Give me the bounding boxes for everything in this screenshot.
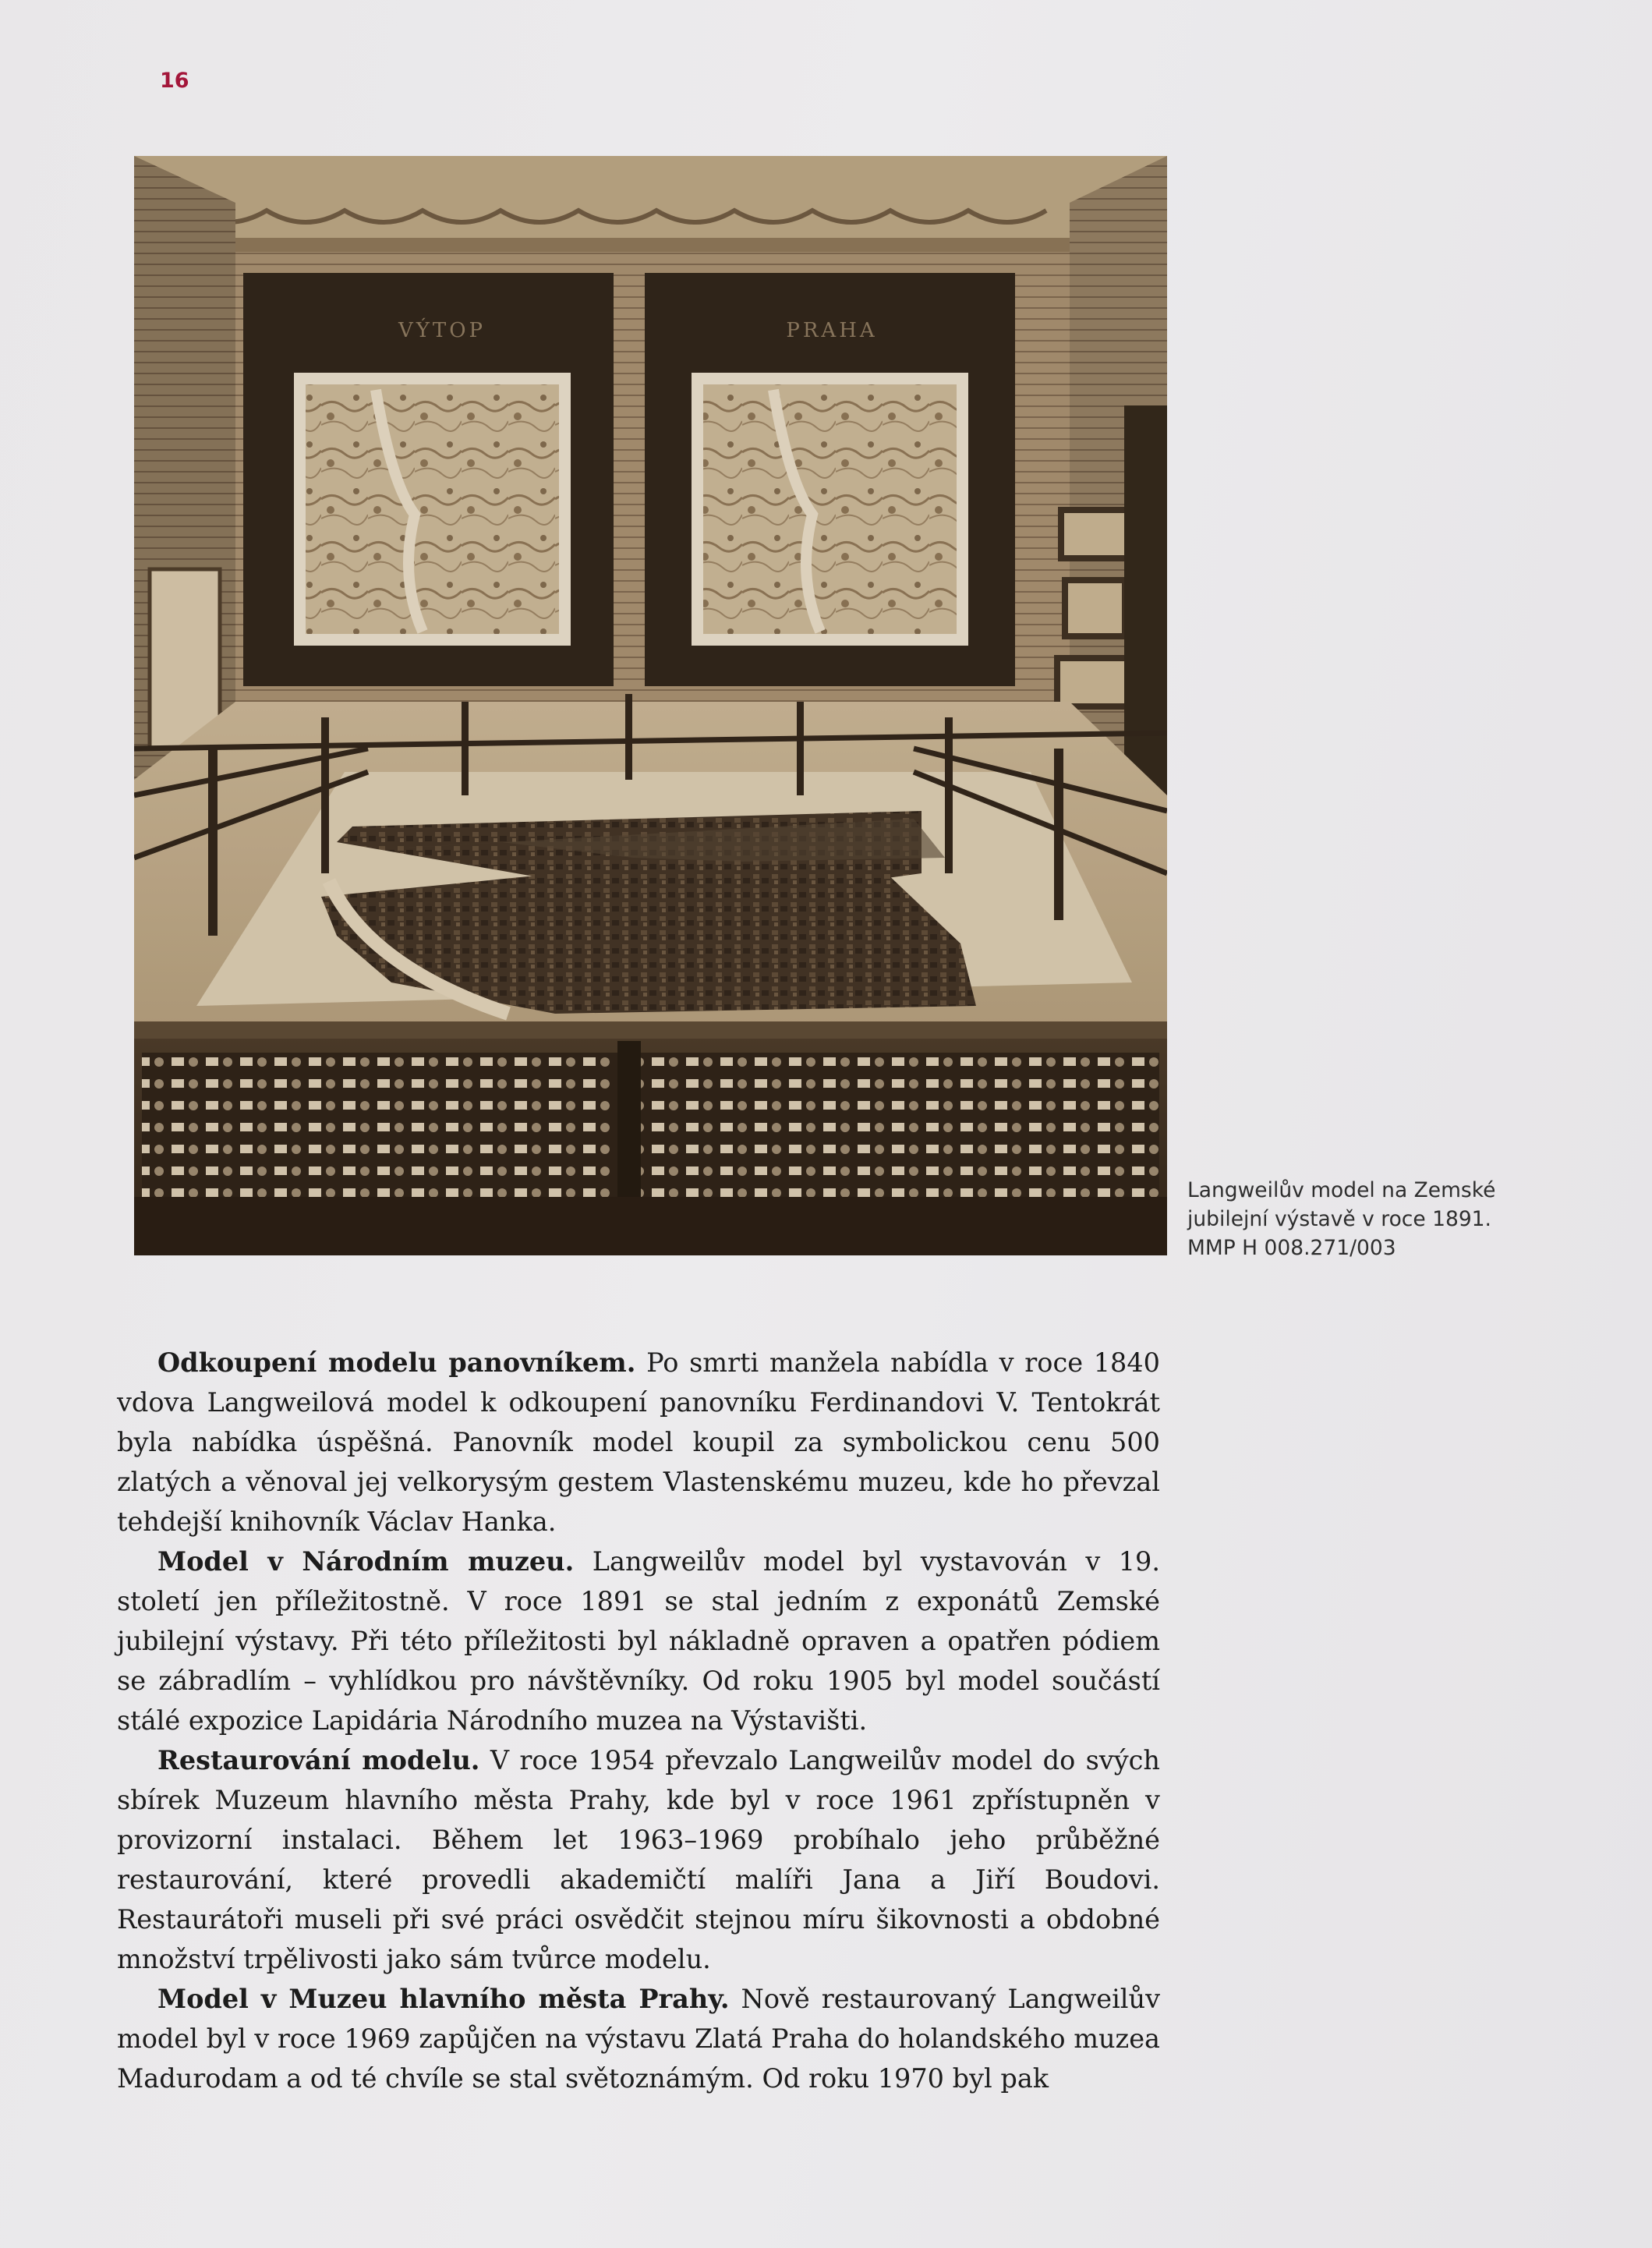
paragraph-city-museum [117,1979,1160,2098]
photo-left-label: VÝTOP [398,319,486,342]
paragraph-heading: Model v Národním muzeu. [157,1546,575,1577]
page-number: 16 [160,69,189,93]
paragraph-purchase [117,1343,1160,1542]
paragraph-text: V roce 1954 převzalo Langweilův model do svých sbírek Muzeum hlavního města Prahy, kde byl v roce 1961 zpřístupněn v provizorní instalaci. Během let 1963–1969 probíhalo jeho průběžné restaurování, které provedli akademičtí malíři Jana a Jiří Boudovi. Restaurátoři museli při své práci osvědčit stejnou míru šikovnosti a obdobné množství trpělivosti jako sám tvůrce modelu. [117,1745,1160,1974]
photo-caption [1187,1176,1546,1262]
photo-right-label: PRAHA [786,319,878,342]
caption-line-2: jubilejní výstavě v roce 1891. [1187,1207,1491,1231]
caption-line-3: MMP H 008.271/003 [1187,1236,1396,1260]
body-text [117,1343,1160,2098]
paragraph-restoration [117,1740,1160,1979]
paragraph-national-museum [117,1542,1160,1740]
paragraph-heading: Restaurování modelu. [157,1745,480,1775]
exhibition-photo [134,156,1167,1255]
paragraph-text: Po smrti manžela nabídla v roce 1840 vdova Langweilová model k odkoupení panovníku Ferdinandovi V. Tentokrát byla nabídka úspěšná. Panovník model koupil za symbolickou cenu 500 zlatých a věnoval jej velkorysým gestem Vlastenskému muzeu, kde ho převzal tehdejší knihovník Václav Hanka. [117,1347,1160,1537]
paragraph-text: Langweilův model byl vystavován v 19. století jen příležitostně. V roce 1891 se stal jedním z exponátů Zemské jubilejní výstavy. Při této příležitosti byl nákladně opraven a opatřen pódiem se zábradlím – vyhlídkou pro návštěvníky. Od roku 1905 byl model součástí stálé expozice Lapidária Národního muzea na Výstavišti. [117,1546,1160,1736]
caption-line-1: Langweilův model na Zemské [1187,1178,1496,1202]
paragraph-heading: Odkoupení modelu panovníkem. [157,1347,636,1378]
paragraph-text: Nově restaurovaný Langweilův model byl v roce 1969 zapůjčen na výstavu Zlatá Praha do holandského muzea Madurodam a od té chvíle se stal světoznámým. Od roku 1970 byl pak [117,1984,1160,2094]
paragraph-heading: Model v Muzeu hlavního města Prahy. [157,1984,730,2014]
exhibition-photo-drawing [134,156,1167,1255]
